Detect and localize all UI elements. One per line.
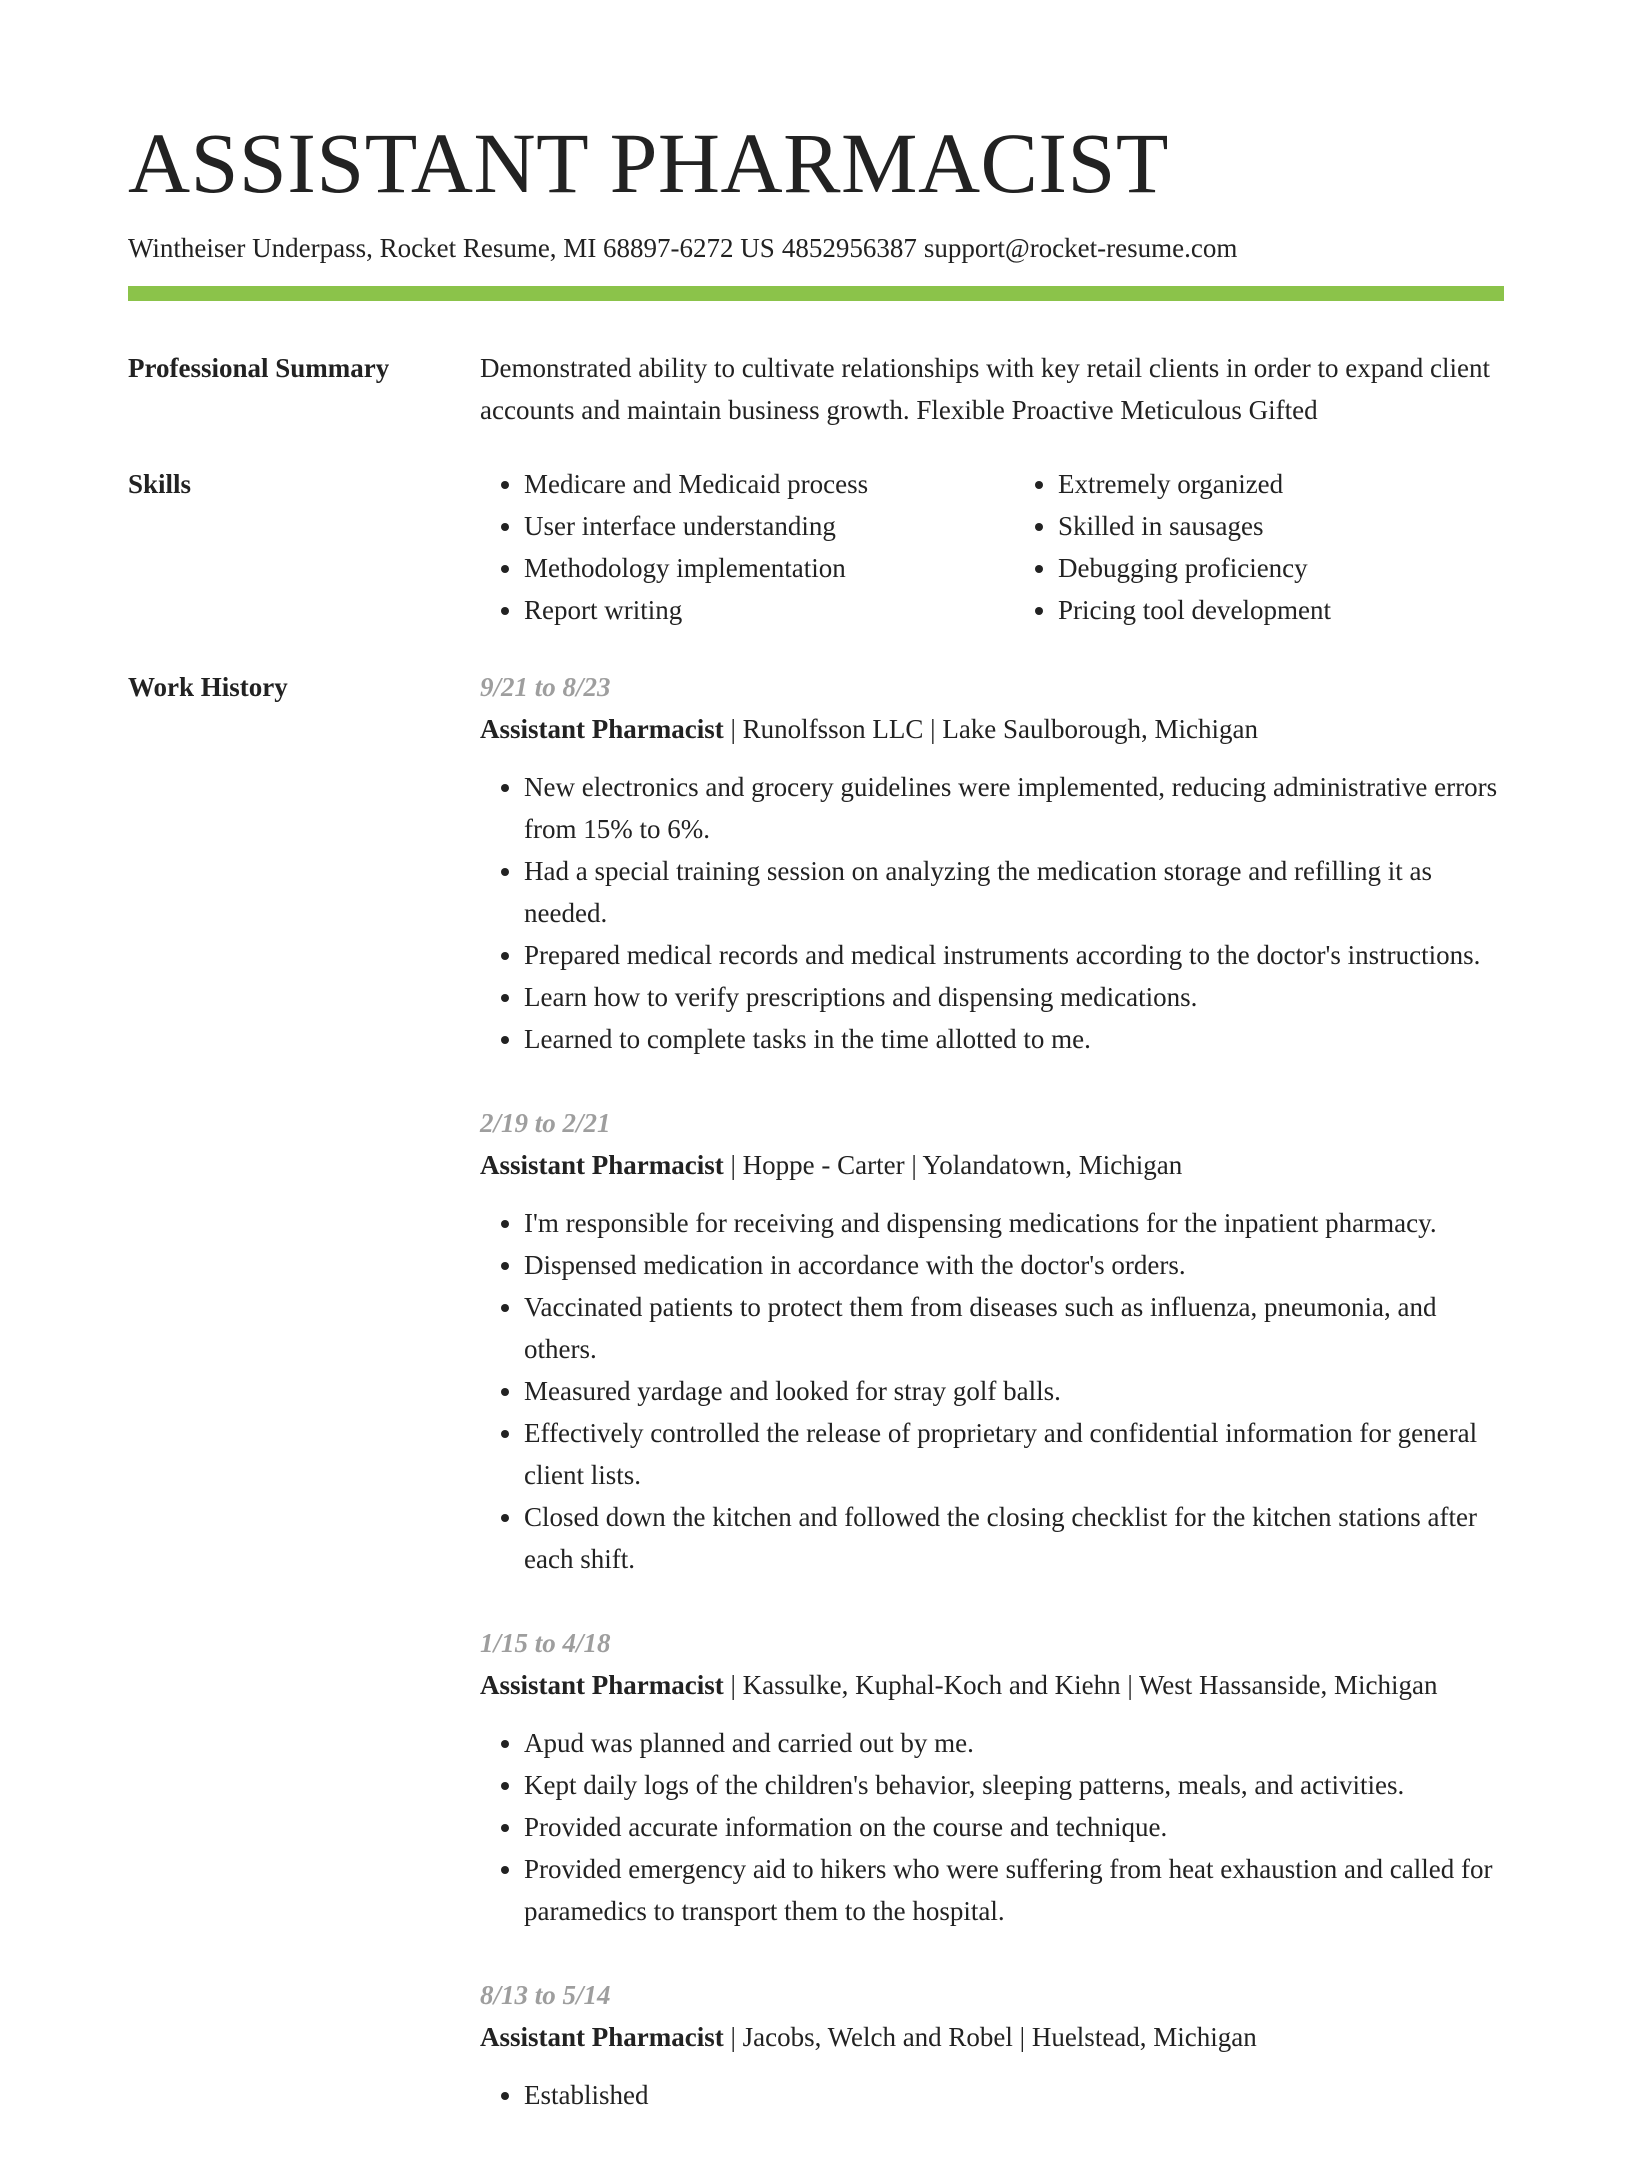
job-heading [480,1664,1504,1706]
skill-item: • Report writing [524,589,970,631]
skills-label: Skills [128,469,192,499]
job-bullet: • Effectively controlled the release of proprietary and confidential information for general client lists. [524,1412,1504,1496]
contact-line [128,232,1237,264]
job-bullet: • Prepared medical records and medical instruments according to the doctor's instructions. [524,934,1504,976]
job-bullets [480,1202,1504,1580]
job-bullet: • Measured yardage and looked for stray golf balls. [524,1370,1504,1412]
skills-list-right [1014,463,1504,631]
job-bullet: • Vaccinated patients to protect them from diseases such as influenza, pneumonia, and others. [524,1286,1504,1370]
job-title: Assistant Pharmacist [480,714,724,744]
job-date: 2/19 to 2/21 [480,1108,611,1138]
job-details: | Hoppe - Carter | Yolandatown, Michigan [723,1150,1183,1180]
job-bullet: • Provided emergency aid to hikers who were suffering from heat exhaustion and called for paramedics to transport them to the hospital. [524,1848,1504,1932]
summary-body [480,347,1504,431]
contact-email: support@rocket-resume.com [923,233,1238,263]
contact-address: Wintheiser Underpass, Rocket Resume, MI 68897-6272 US [128,233,775,263]
skill-item: • User interface understanding [524,505,970,547]
job-bullet: • I'm responsible for receiving and dispensing medications for the inpatient pharmacy. [524,1202,1504,1244]
job-bullet: • Established [524,2074,1504,2116]
page-title: ASSISTANT PHARMACIST [128,115,1169,211]
skill-item: • Skilled in sausages [1058,505,1504,547]
job-heading [480,708,1504,750]
job-bullets [480,2074,1504,2116]
job-heading [480,1144,1504,1186]
job-details: | Runolfsson LLC | Lake Saulborough, Michigan [723,714,1259,744]
summary-label: Professional Summary [128,353,390,383]
job-bullets [480,1722,1504,1932]
skill-item: • Debugging proficiency [1058,547,1504,589]
skills-body [480,463,1504,631]
work-history-label: Work History [128,672,288,702]
skill-item: • Methodology implementation [524,547,970,589]
job-title: Assistant Pharmacist [480,1150,724,1180]
job-bullets [480,766,1504,1060]
job-details: | Jacobs, Welch and Robel | Huelstead, Michigan [723,2022,1257,2052]
job-bullet: • Apud was planned and carried out by me. [524,1722,1504,1764]
job-bullet: • Provided accurate information on the course and technique. [524,1806,1504,1848]
job-entry [480,1622,1504,1932]
job-entry [480,666,1504,1060]
work-history-body [480,666,1504,2158]
job-title: Assistant Pharmacist [480,1670,724,1700]
job-title: Assistant Pharmacist [480,2022,724,2052]
job-bullet: • Learned to complete tasks in the time allotted to me. [524,1018,1504,1060]
skills-columns [480,463,1504,631]
job-bullet: • Had a special training session on analyzing the medication storage and refilling it as needed. [524,850,1504,934]
job-date: 9/21 to 8/23 [480,672,611,702]
job-entry [480,1102,1504,1580]
job-entry [480,1974,1504,2116]
summary-text: Demonstrated ability to cultivate relationships with key retail clients in order to expand client accounts and maintain business growth. Flexible Proactive Meticulous Gifted [480,353,1490,425]
contact-phone: 4852956387 [781,233,917,263]
skill-item: • Extremely organized [1058,463,1504,505]
job-bullet: • Kept daily logs of the children's behavior, sleeping patterns, meals, and activities. [524,1764,1504,1806]
job-bullet: • Dispensed medication in accordance with the doctor's orders. [524,1244,1504,1286]
job-heading [480,2016,1504,2058]
job-bullet: • Closed down the kitchen and followed the closing checklist for the kitchen stations after each shift. [524,1496,1504,1580]
skill-item: • Pricing tool development [1058,589,1504,631]
skills-list-left [480,463,970,631]
job-date: 1/15 to 4/18 [480,1628,611,1658]
skill-item: • Medicare and Medicaid process [524,463,970,505]
job-details: | Kassulke, Kuphal-Koch and Kiehn | West Hassanside, Michigan [723,1670,1438,1700]
job-date: 8/13 to 5/14 [480,1980,611,2010]
header-divider [128,286,1504,301]
job-bullet: • New electronics and grocery guidelines were implemented, reducing administrative errors from 15% to 6%. [524,766,1504,850]
job-bullet: • Learn how to verify prescriptions and dispensing medications. [524,976,1504,1018]
